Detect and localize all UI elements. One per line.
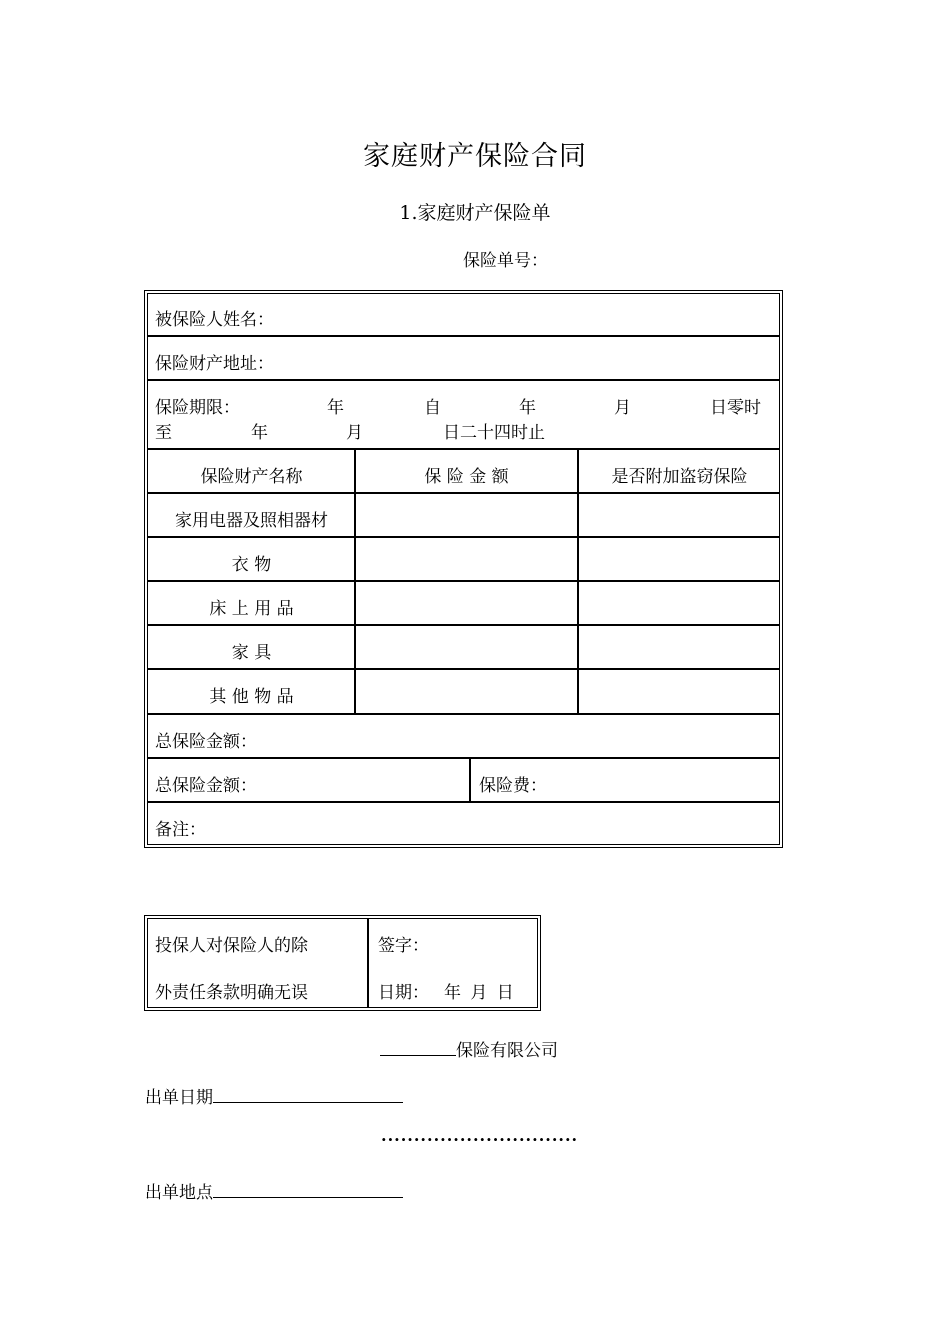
- period-to: 至: [155, 423, 172, 443]
- document-title: 家庭财产保险合同: [363, 141, 587, 172]
- column-divider: [469, 757, 471, 803]
- remarks-label: 备注：: [155, 820, 206, 840]
- insured-name-label: 被保险人姓名：: [155, 310, 274, 330]
- total-amount-label-2: 总保险金额：: [155, 776, 257, 796]
- confirmation-date-label: 日期：: [378, 983, 429, 1003]
- company-suffix: 保险有限公司: [456, 1041, 558, 1061]
- item-row-bedding: 床 上 用 品: [209, 599, 294, 619]
- issue-date-blank: [213, 1102, 403, 1103]
- item-row-furniture: 家 具: [231, 643, 272, 663]
- column-header-theft-coverage: 是否附加盗窃保险: [611, 467, 748, 487]
- row-divider: [147, 448, 780, 450]
- separator-dots: ..............................: [381, 1126, 579, 1145]
- company-name-blank: [380, 1055, 456, 1056]
- period-year-3: 年: [251, 423, 268, 443]
- issue-place-blank: [213, 1197, 403, 1198]
- row-divider: [147, 668, 780, 670]
- column-header-property-name: 保险财产名称: [200, 467, 303, 487]
- period-day-end: 日二十四时止: [443, 423, 545, 443]
- column-divider: [354, 448, 356, 715]
- period-month-1: 月: [614, 398, 631, 418]
- item-row-appliances: 家用电器及照相器材: [175, 511, 328, 531]
- column-header-insured-amount: 保 险 金 额: [424, 467, 509, 487]
- issue-date-line: [145, 1083, 403, 1108]
- period-label: 保险期限：: [155, 398, 240, 418]
- period-month-2: 月: [346, 423, 363, 443]
- row-divider: [147, 379, 780, 381]
- confirmation-date-units: 年 月 日: [444, 983, 514, 1003]
- statement-line-2: 外责任条款明确无误: [155, 983, 308, 1003]
- row-divider: [147, 624, 780, 626]
- policy-number-label: 保险单号：: [463, 251, 548, 271]
- column-divider: [577, 448, 579, 715]
- issue-place-label: 出单地点: [145, 1183, 213, 1203]
- confirmation-divider: [367, 918, 369, 1008]
- document-subtitle: 1.家庭财产保险单: [399, 202, 551, 224]
- period-day-start: 日零时: [710, 398, 761, 418]
- row-divider: [147, 580, 780, 582]
- period-year-1: 年: [327, 398, 344, 418]
- row-divider: [147, 335, 780, 337]
- issue-place-line: [145, 1178, 403, 1203]
- row-divider: [147, 536, 780, 538]
- statement-line-1: 投保人对保险人的除: [155, 936, 308, 956]
- row-divider: [147, 801, 780, 803]
- item-row-other: 其 他 物 品: [209, 687, 294, 707]
- period-year-2: 年: [519, 398, 536, 418]
- row-divider: [147, 757, 780, 759]
- signature-label: 签字：: [378, 936, 429, 956]
- property-address-label: 保险财产地址：: [155, 354, 274, 374]
- row-divider: [147, 713, 780, 715]
- issue-date-label: 出单日期: [145, 1088, 213, 1108]
- period-from: 自: [424, 398, 441, 418]
- total-amount-label: 总保险金额：: [155, 732, 257, 752]
- item-row-clothing: 衣 物: [231, 555, 272, 575]
- row-divider: [147, 492, 780, 494]
- company-line: [380, 1036, 558, 1061]
- premium-label: 保险费：: [479, 776, 547, 796]
